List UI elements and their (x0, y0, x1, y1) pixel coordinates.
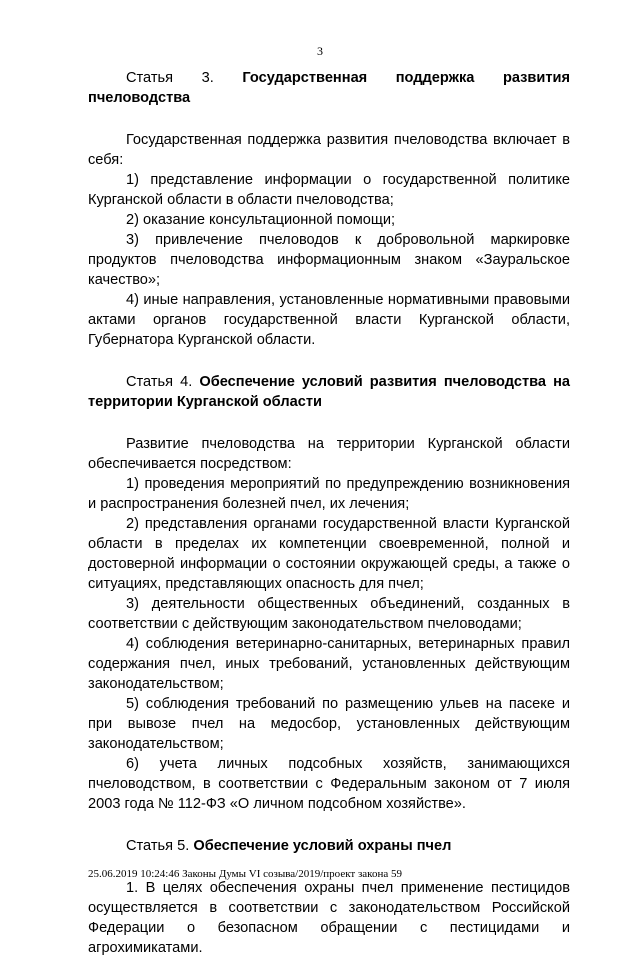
article-label: Статья 3. (126, 70, 214, 86)
document-body (88, 68, 570, 980)
list-item: 5) соблюдения требований по размещению ульев на пасеке и при вывозе пчел на медосбор, установленных действующим законодательством; (88, 696, 570, 752)
article-5 (88, 836, 570, 958)
list-item: 6) учета личных подсобных хозяйств, занимающихся пчеловодством, в соответствии с Федеральным законом от 7 июля 2003 года № 112-ФЗ «О личном подсобном хозяйстве». (88, 756, 570, 812)
article-title: Обеспечение условий развития пчеловодства на территории Курганской области (88, 374, 570, 410)
footer-stamp: 25.06.2019 10:24:46 Законы Думы VI созыва/2019/проект закона 59 (88, 868, 402, 880)
article-label: Статья 4. (126, 374, 193, 390)
article-label: Статья 5. (126, 838, 190, 854)
list-item: 4) соблюдения ветеринарно-санитарных, ветеринарных правил содержания пчел, иных требований, установленных действующим законодательством; (88, 636, 570, 692)
article-4 (88, 372, 570, 814)
article-title: Обеспечение условий охраны пчел (193, 838, 452, 854)
list-item: 2) представления органами государственной власти Курганской области в пределах их компетенции своевременной, полной и достоверной информации о состоянии окружающей среды, а также о ситуациях, представляющих опасность для пчел; (88, 516, 570, 592)
paragraph: 1. В целях обеспечения охраны пчел применение пестицидов осуществляется в соответствии с законодательством Российской Федерации о безопасном обращении с пестицидами и агрохимикатами. (88, 880, 570, 956)
list-item: 2) оказание консультационной помощи; (126, 212, 396, 228)
list-item: 4) иные направления, установленные нормативными правовыми актами органов государственной власти Курганской области, Губернатора Курганской области. (88, 292, 570, 348)
article-3 (88, 68, 570, 350)
paragraph: Развитие пчеловодства на территории Курганской области обеспечивается посредством: (88, 436, 570, 472)
list-item: 1) проведения мероприятий по предупреждению возникновения и распространения болезней пчел, их лечения; (88, 476, 570, 512)
page-number: 3 (317, 44, 323, 58)
article-heading (88, 372, 570, 412)
paragraph: Государственная поддержка развития пчеловодства включает в себя: (88, 132, 570, 168)
article-heading (88, 836, 570, 856)
list-item: 1) представление информации о государственной политике Курганской области в области пчеловодства; (88, 172, 570, 208)
article-heading (88, 68, 570, 108)
list-item: 3) деятельности общественных объединений, созданных в соответствии с действующим законодательством пчеловодами; (88, 596, 570, 632)
list-item: 3) привлечение пчеловодов к добровольной маркировке продуктов пчеловодства информационным знаком «Зауральское качество»; (88, 232, 570, 288)
article-title: Государственная поддержка развития пчеловодства (88, 70, 571, 106)
